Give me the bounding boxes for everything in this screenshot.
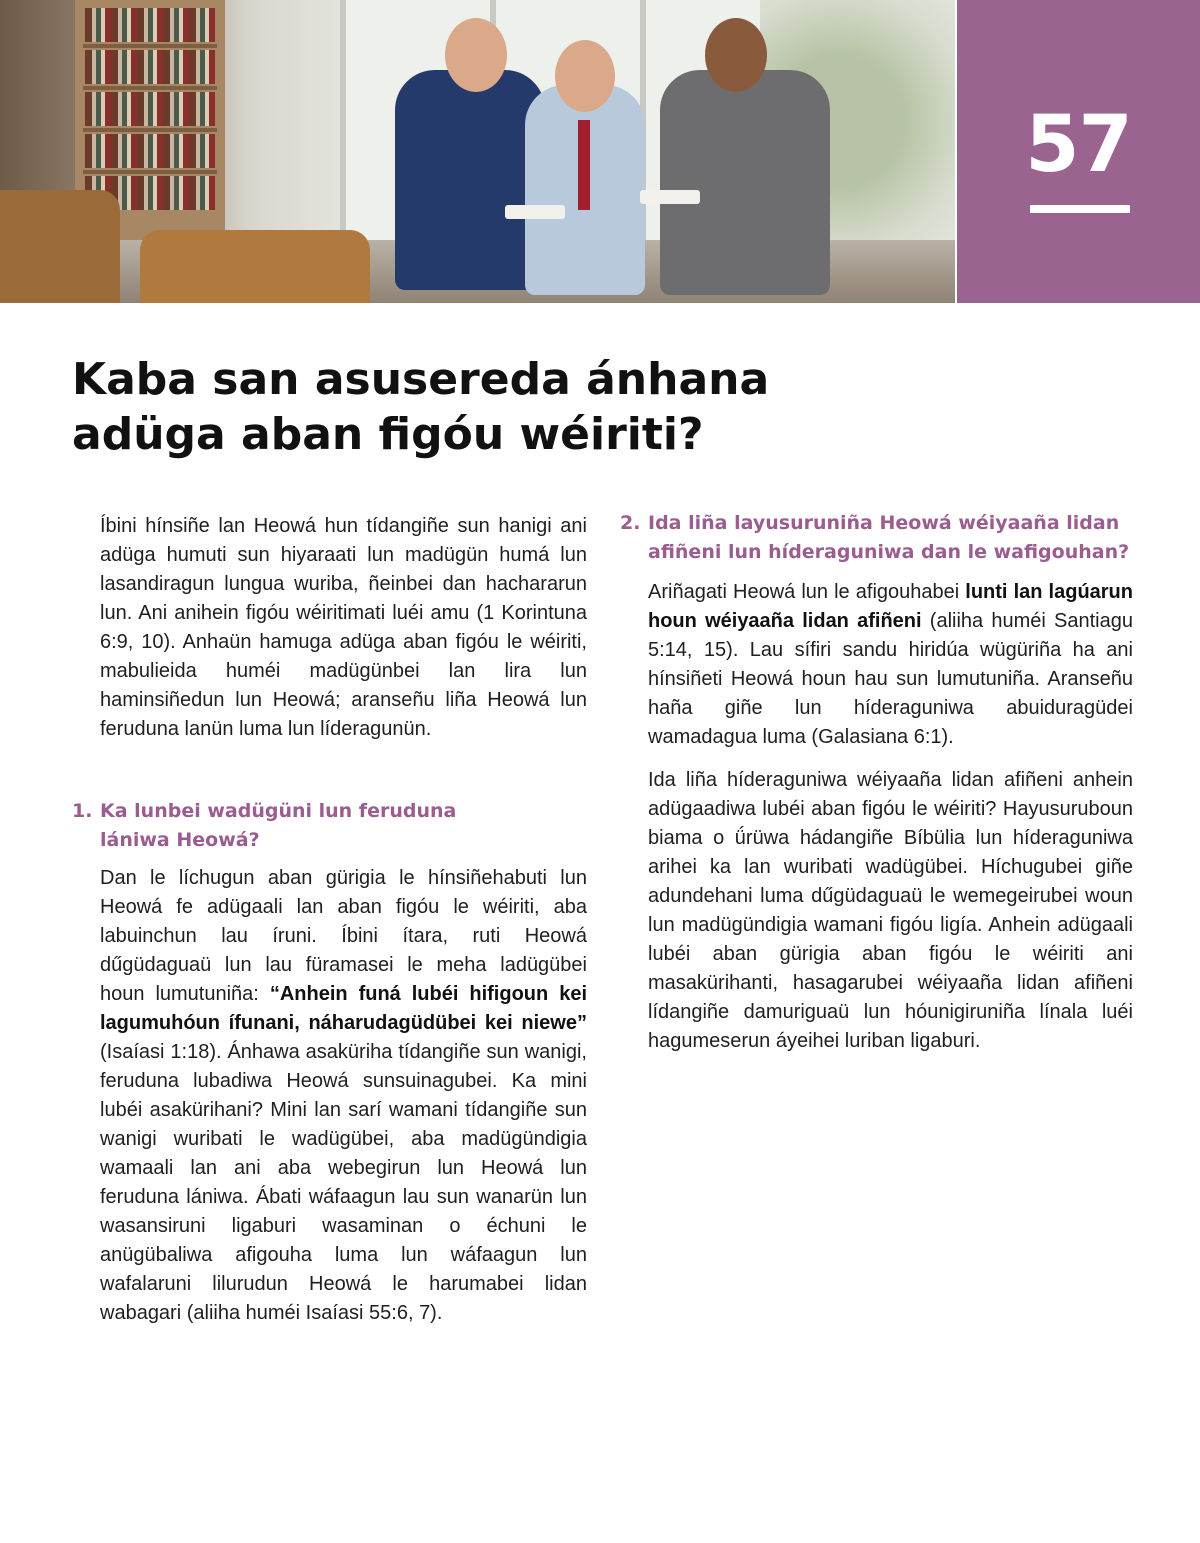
wooden-chair-front	[140, 230, 370, 303]
red-tie	[578, 120, 590, 210]
intro-paragraph: Íbini hínsiñe lan Heowá hun tídangiñe sun hanigi ani adüga humuti sun hiyaraati lun madügün humá lun lasandiragun lungua wuriba, ñeinbei dan hachararun lun. Ani anihein figóu wéiritimati luéi amu (1 Korintuna 6:9, 10). Anhaün hamuga adüga aban figóu le wéiriti, mabulieida huméi madügünbei lan lira lun haminsiñedun lun Heowá; aranseñu liña Heowá lun feruduna lanün luma lun líderagunün.	[100, 515, 587, 740]
section-2-paragraph-2: Ida liña híderaguniwa wéiyaaña lidan afiñeni anhein adügaadiwa lubéi aban figóu le wéiriti? Hayusuruboun biama o ǘrüwa hádangiñe Bíbülia lun híderaguniwa arihei ka lan wuribati wadügübei. Híchugubei giñe adundehani luma dűgüdaguaü le wemegeirubei woun lun madügündigia wamani figóu ligía. Anhein adügaali lubéi aban gürigia aban figóu le wéiriti ani masakürihanti, hasagarubei wéiyaaña lidan afiñeni lídangiñe damuriguaü lun hóunigiruniña línala luéi hagumeserun áyeihei luriban ligaburi.	[648, 769, 1133, 1052]
section-2-text-a: Ariñagati Heowá lun le afigouhabei	[648, 581, 966, 603]
man-left-blue-suit	[395, 70, 545, 290]
section-2-question	[620, 509, 1168, 567]
man-right-head	[705, 18, 767, 92]
section-1-paragraph	[100, 864, 587, 1328]
section-1-number: 1.	[72, 800, 93, 822]
man-left-head	[445, 18, 507, 92]
section-1-question-text: Ka lunbei wadügüni lun feruduna lániwa Heowá?	[100, 800, 457, 851]
open-bible-left	[505, 205, 565, 219]
section-1-body	[100, 864, 587, 1342]
section-1-text-a: Dan le líchugun aban gürigia le hínsiñehabuti lun Heowá fe adügaali lan aban figóu le wéiriti, aba labuinchun lau íruni. Íbini ítara, ruti Heowá dűgüdaguaü lun lau füramasei le meha ladügübei houn lumutuniña:	[100, 867, 587, 1005]
left-column	[100, 512, 587, 758]
section-2-question-text: Ida liña layusuruniña Heowá wéiyaaña lidan afiñeni lun híderaguniwa dan le wafigouhan?	[648, 512, 1130, 563]
lesson-number: 57	[1025, 100, 1132, 190]
wooden-chair-left	[0, 190, 120, 303]
man-center-head	[555, 40, 615, 112]
section-2-number: 2.	[620, 512, 641, 534]
section-2-bold-phrase: lunti lan lagúarun houn wéiyaaña lidan afiñeni	[648, 581, 1133, 632]
section-1-text-b: (Isaíasi 1:18). Ánhawa asaküriha tídangiñe sun wanigi, feruduna lubadiwa Heowá sunsuinagubei. Ka mini lubéi asakürihani? Mini lan sarí wamani tídangiñe sun wanigi wuribati le wadügübei, aba madügündigia wamaali lan ani aba webegirun lun Heowá lun feruduna lániwa. Ábati wáfaagun lau sun wanarün lun wasansiruni ligaburi wasaminan o échuni le anügübaliwa afigouha luma lun wáfaagun lun wafalaruni lilurudun Heowá le harumabei lidan wabagari (aliiha huméi Isaíasi 55:6, 7).	[100, 1041, 587, 1324]
open-bible-right	[640, 190, 700, 204]
section-1-quote: “Anhein funá lubéi hifigoun kei lagumuhóun ífunani, náharudagüdübei kei niewe”	[100, 983, 587, 1034]
man-right-grey-suit	[660, 70, 830, 295]
section-2-paragraph-1	[648, 578, 1133, 752]
lesson-number-badge	[957, 0, 1200, 303]
lesson-number-underline	[1030, 205, 1130, 213]
section-2-text-b: (aliiha huméi Santiagu 5:14, 15). Lau sífiri sandu hiridúa wügüriña ha ani hínsiñeti Heowá houn hau sun lumutuniña. Aranseñu haña giñe lun híderaguniwa abuiduragüdei wamadagua luma (Galasiana 6:1).	[648, 610, 1133, 748]
hero-photo	[0, 0, 955, 303]
section-1-question	[72, 797, 520, 855]
page-title: Kaba san asusereda ánhana adüga aban figóu wéiriti?	[72, 354, 770, 460]
section-2-body	[648, 578, 1133, 1070]
